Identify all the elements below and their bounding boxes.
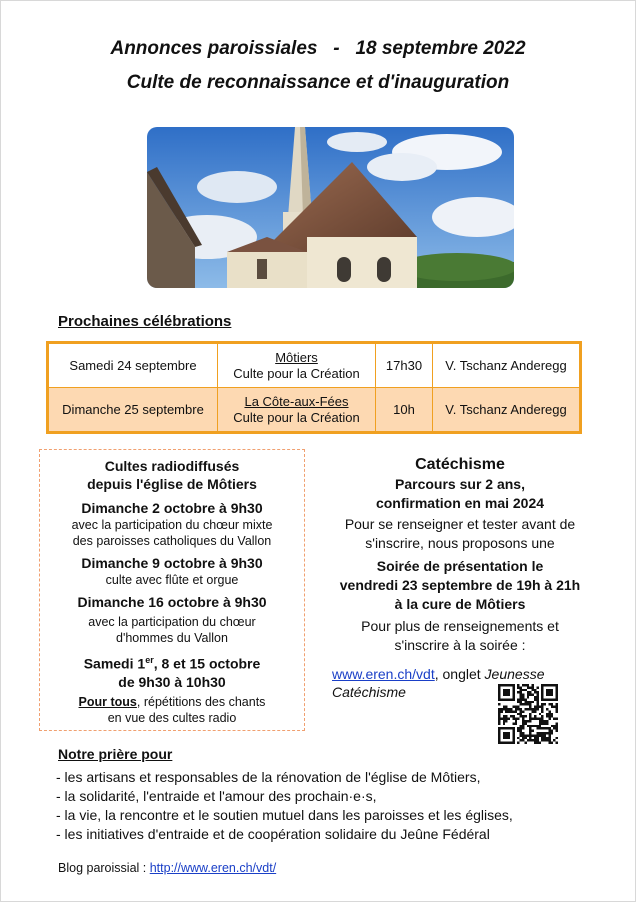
prayer-list bbox=[56, 768, 513, 844]
radio-services-box bbox=[39, 449, 305, 731]
catechisme-p2: s'inscrire, nous proposons une bbox=[365, 535, 555, 551]
radio-event-1-date: Dimanche 2 octobre à 9h30 bbox=[81, 500, 263, 516]
catechisme-info-1: Pour plus de renseignements et bbox=[361, 618, 559, 634]
radio-event-3-line-2: d'hommes du Vallon bbox=[116, 631, 228, 645]
radio-event-4-part-b: , 8 et 15 octobre bbox=[153, 655, 261, 672]
catechisme-section bbox=[328, 455, 592, 655]
radio-event-1-line-2: des paroisses catholiques du Vallon bbox=[72, 534, 272, 548]
title-line-2: Culte de reconnaissance et d'inauguration bbox=[126, 72, 510, 93]
blog-link[interactable]: http://www.eren.ch/vdt/ bbox=[149, 861, 277, 875]
cell-place: Môtiers bbox=[275, 349, 318, 365]
radio-event-2-line-1: culte avec flûte et orgue bbox=[105, 573, 239, 587]
cell-place: La Côte-aux-Fées bbox=[244, 393, 349, 409]
radio-title-1: Cultes radiodiffusés bbox=[104, 458, 240, 474]
radio-event-3-date: Dimanche 16 octobre à 9h30 bbox=[77, 594, 267, 610]
prayer-title: Notre prière pour bbox=[58, 746, 173, 762]
pour-tous: Pour tous bbox=[78, 694, 137, 709]
cell-place-service bbox=[218, 388, 376, 433]
qr-code-icon bbox=[498, 684, 558, 744]
cell-time: 10h bbox=[376, 388, 433, 433]
cell-place-service bbox=[218, 343, 376, 388]
catechisme-soiree-1: Soirée de présentation le bbox=[376, 558, 544, 574]
catechisme-info-2: s'inscrire à la soirée : bbox=[394, 637, 526, 653]
list-item: - les initiatives d'entraide et de coopération solidaire du Jeûne Fédéral bbox=[56, 826, 490, 842]
catechisme-sub-1: Parcours sur 2 ans, bbox=[395, 476, 525, 492]
church-photo bbox=[147, 127, 514, 288]
radio-event-4-text: , répétitions des chants bbox=[136, 694, 266, 709]
radio-event-2-date: Dimanche 9 octobre à 9h30 bbox=[81, 555, 263, 571]
radio-event-3-line-1: avec la participation du chœur bbox=[88, 615, 256, 629]
title-line-1: Annonces paroissiales - 18 septembre 2022 bbox=[110, 38, 526, 59]
cell-date: Dimanche 25 septembre bbox=[48, 388, 218, 433]
catechisme-p1: Pour se renseigner et tester avant de bbox=[344, 516, 576, 532]
blog-label: Blog paroissial : bbox=[58, 861, 150, 875]
celebrations-table bbox=[46, 341, 582, 434]
catechisme-soiree-3: à la cure de Môtiers bbox=[394, 596, 526, 612]
cell-service: Culte pour la Création bbox=[233, 409, 360, 425]
list-item: - la solidarité, l'entraide et l'amour des prochain·e·s, bbox=[56, 788, 377, 804]
catechisme-sub-2: confirmation en mai 2024 bbox=[375, 495, 545, 511]
table-row bbox=[48, 343, 581, 388]
list-item: - la vie, la rencontre et le soutien mutuel dans les paroisses et les églises, bbox=[56, 807, 513, 823]
celebrations-title: Prochaines célébrations bbox=[58, 313, 232, 330]
cell-service: Culte pour la Création bbox=[233, 365, 360, 381]
link-after-text: , onglet bbox=[434, 666, 485, 682]
link-italic-1: Jeunesse bbox=[484, 666, 545, 682]
radio-event-4-line-4: en vue des cultes radio bbox=[107, 710, 237, 725]
cell-date: Samedi 24 septembre bbox=[48, 343, 218, 388]
radio-event-4-line-3 bbox=[40, 694, 304, 710]
radio-event-1-line-1: avec la participation du chœur mixte bbox=[71, 518, 273, 532]
list-item: - les artisans et responsables de la rénovation de l'église de Môtiers, bbox=[56, 769, 481, 785]
catechisme-soiree-2: vendredi 23 septembre de 19h à 21h bbox=[339, 577, 581, 593]
cell-minister: V. Tschanz Anderegg bbox=[433, 343, 581, 388]
eren-vdt-link[interactable]: www.eren.ch/vdt bbox=[332, 666, 435, 682]
radio-event-4-time: de 9h30 à 10h30 bbox=[118, 673, 226, 690]
blog-line bbox=[58, 861, 276, 875]
radio-title-2: depuis l'église de Môtiers bbox=[87, 476, 257, 492]
link-italic-2: Catéchisme bbox=[332, 684, 406, 700]
radio-event-4-sup: er bbox=[145, 655, 154, 665]
radio-event-4-part-a: Samedi 1 bbox=[83, 655, 146, 672]
cell-minister: V. Tschanz Anderegg bbox=[433, 388, 581, 433]
radio-event-4-date bbox=[40, 651, 304, 673]
cell-time: 17h30 bbox=[376, 343, 433, 388]
catechisme-title: Catéchisme bbox=[415, 456, 505, 473]
table-row bbox=[48, 388, 581, 433]
